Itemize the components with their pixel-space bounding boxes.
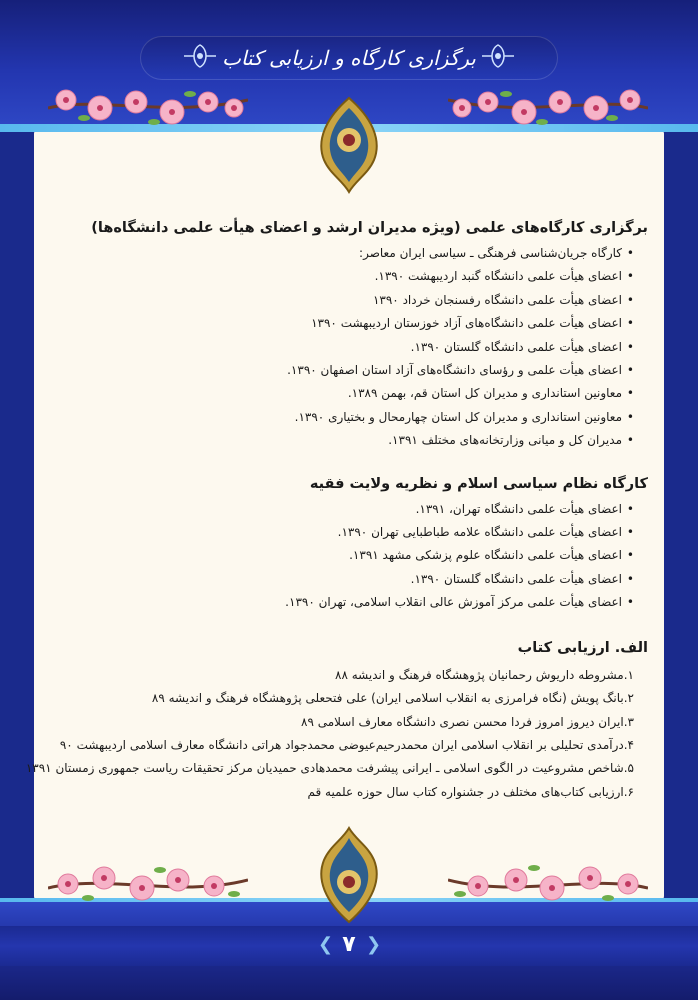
ornamental-pendant-icon xyxy=(312,96,386,196)
blossom-branch-icon xyxy=(48,854,248,914)
ornament-right-icon xyxy=(480,41,516,71)
list-item: • اعضای هیأت علمی دانشگاه‌های آزاد خوزستان اردیبهشت ۱۳۹۰ xyxy=(52,312,634,335)
list-item: • اعضای هیأت علمی مرکز آموزش عالی انقلاب اسلامی، تهران ۱۳۹۰. xyxy=(52,591,634,614)
list-item: • معاونین استانداری و مدیران کل استان چهارمحال و بختیاری ۱۳۹۰. xyxy=(52,406,634,429)
list-item: • مدیران کل و میانی وزارتخانه‌های مختلف ۱۳۹۱. xyxy=(52,429,634,452)
list-item: • اعضای هیأت علمی دانشگاه گلستان ۱۳۹۰. xyxy=(52,336,634,359)
section-title-islamic-system: کارگاه نظام سیاسی اسلام و نظریه ولایت فقیه xyxy=(309,475,648,492)
list-item: • اعضای هیأت علمی دانشگاه علامه طباطبایی تهران ۱۳۹۰. xyxy=(52,521,634,544)
list-item: ۶.ارزیابی کتاب‌های مختلف در جشنواره کتاب سال حوزه علمیه قم xyxy=(307,784,634,799)
page-number: ۷ xyxy=(342,932,356,957)
list-item: ۵.شاخص مشروعیت در الگوی اسلامی ـ ایرانی پیشرفت محمدهادی حمیدیان مرکز تحقیقات ریاست جمهوری زمستان ۱۳۹۱ xyxy=(25,761,634,776)
list-item: ۲.بانگ پویش (نگاه فرامرزی به انقلاب اسلامی ایران) علی فتحعلی پژوهشگاه فرهنگ و اندیشه ۸۹ xyxy=(151,691,634,706)
list-item: ۱.مشروطه داریوش رحمانیان پژوهشگاه فرهنگ و اندیشه ۸۸ xyxy=(335,667,634,682)
ornament-left-icon xyxy=(182,41,218,71)
content-area xyxy=(25,218,648,804)
list-item: • اعضای هیأت علمی و رؤسای دانشگاه‌های آزاد استان اصفهان ۱۳۹۰. xyxy=(52,359,634,382)
workshops-list xyxy=(52,242,648,453)
islamic-system-list xyxy=(52,498,648,615)
list-item: ۴.درآمدی تحلیلی بر انقلاب اسلامی ایران محمدرحیم‌عیوضی محمدجواد هراتی دانشگاه معارف اسلامی اردیبهشت ۹۰ xyxy=(59,737,634,752)
list-item: • کارگاه جریان‌شناسی فرهنگی ـ سیاسی ایران معاصر: xyxy=(52,242,634,265)
page-title: برگزاری کارگاه و ارزیابی کتاب xyxy=(222,46,476,70)
list-item: • معاونین استانداری و مدیران کل استان قم، بهمن ۱۳۸۹. xyxy=(52,382,634,405)
section-title-workshops: برگزاری کارگاه‌های علمی (ویژه مدیران ارشد و اعضای هیأت علمی دانشگاه‌ها) xyxy=(91,220,648,236)
list-item: • اعضای هیأت علمی دانشگاه گنبد اردیبهشت ۱۳۹۰. xyxy=(52,265,634,288)
ornamental-pendant-icon xyxy=(312,826,386,926)
list-item: ۳.ایران دیروز امروز فردا محسن نصری دانشگاه معارف اسلامی ۸۹ xyxy=(301,714,634,729)
list-item: • اعضای هیأت علمی دانشگاه علوم پزشکی مشهد ۱۳۹۱. xyxy=(52,544,634,567)
list-item: • اعضای هیأت علمی دانشگاه رفسنجان خرداد ۱۳۹۰ xyxy=(52,289,634,312)
section-title-book-evaluation: الف. ارزیابی کتاب xyxy=(517,639,648,656)
book-evaluation-list xyxy=(25,664,648,804)
blossom-branch-icon xyxy=(448,78,648,138)
page-number-bracket-left: ❮ xyxy=(318,934,334,955)
blossom-branch-icon xyxy=(448,854,648,914)
page-number-bracket-right: ❯ xyxy=(366,934,382,955)
list-item: • اعضای هیأت علمی دانشگاه گلستان ۱۳۹۰. xyxy=(52,568,634,591)
blossom-branch-icon xyxy=(48,78,248,138)
list-item: • اعضای هیأت علمی دانشگاه تهران، ۱۳۹۱. xyxy=(52,498,634,521)
